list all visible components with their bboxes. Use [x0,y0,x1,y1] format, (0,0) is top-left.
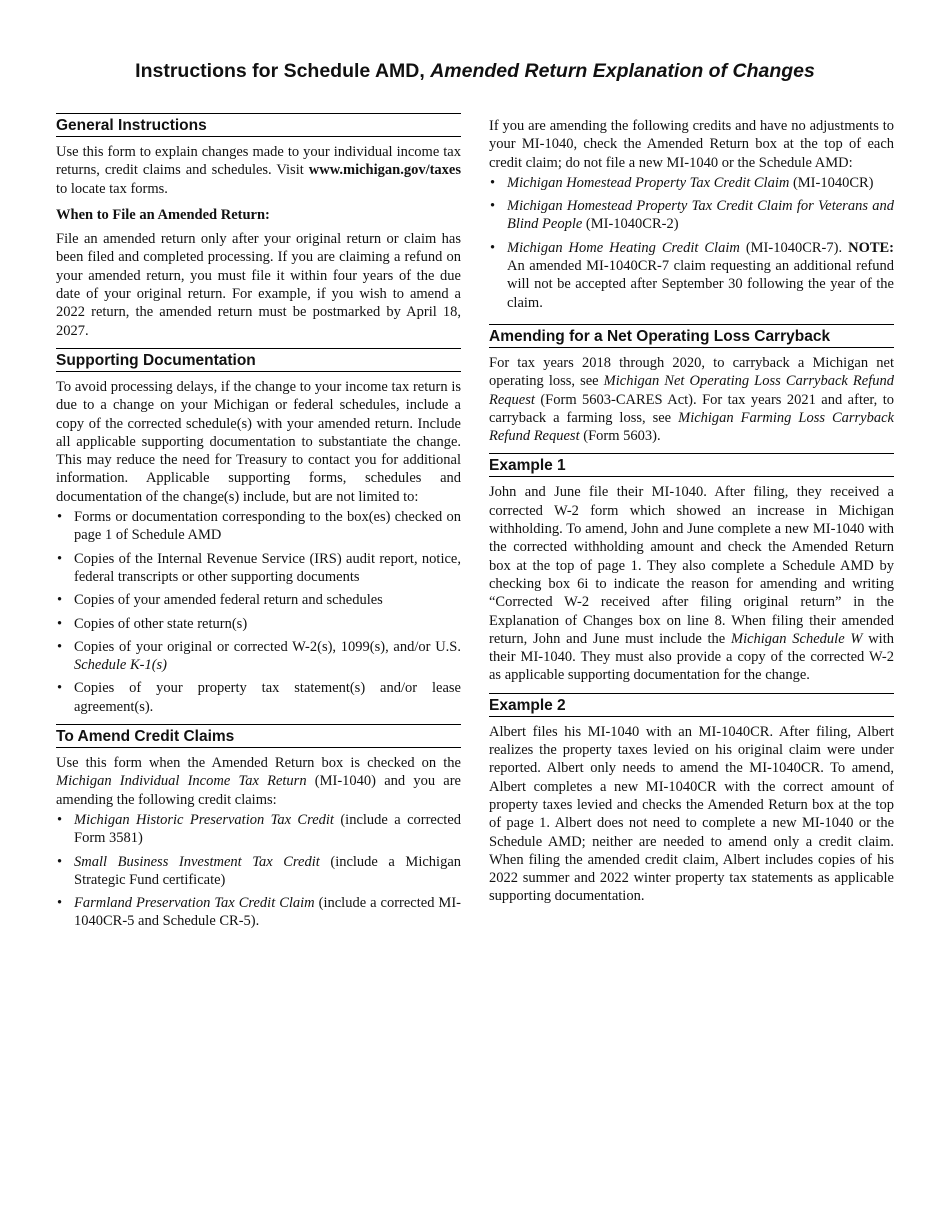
amend-credit-paragraph: Use this form when the Amended Return box is checked on the Michigan Individual Income Tax Return (MI-1040) and you are amending the following credit claims: [56,755,461,808]
list-item: • Michigan Homestead Property Tax Credit Claim for Veterans and Blind People (MI-1040CR-2) [489,197,894,234]
list-item: • Michigan Historic Preservation Tax Credit (include a corrected Form 3581) [56,811,461,848]
list-item: • Copies of your amended federal return and schedules [56,591,461,609]
nol-paragraph: For tax years 2018 through 2020, to carryback a Michigan net operating loss, see Michigan Net Operating Loss Carryback Refund Request (Form 5603-CARES Act). For tax years 2021 and after, to carryback a farming loss, see Michigan Farming Loss Carryback Refund Request (Form 5603). [489,354,894,445]
supporting-documentation-heading: Supporting Documentation [56,348,461,372]
list-item: • Michigan Home Heating Credit Claim (MI-1040CR-7). NOTE: An amended MI-1040CR-7 claim requesting an additional refund will not be accepted after September 30 following the year of the claim. [489,239,894,312]
list-item: • Copies of the Internal Revenue Service (IRS) audit report, notice, federal transcripts or other supporting documents [56,550,461,587]
nol-carryback-heading: Amending for a Net Operating Loss Carryback [489,324,894,348]
title-main: Instructions for Schedule AMD, [135,60,425,82]
list-item: • Copies of other state return(s) [56,615,461,633]
note-label: NOTE: [848,239,895,256]
credits-list [489,174,894,312]
list-item: • Michigan Homestead Property Tax Credit Claim (MI-1040CR) [489,174,894,192]
left-column [56,113,461,939]
list-item: • Forms or documentation corresponding to the box(es) checked on page 1 of Schedule AMD [56,508,461,545]
amend-credit-claims-heading: To Amend Credit Claims [56,724,461,748]
credits-intro-paragraph: If you are amending the following credits and have no adjustments to your MI-1040, check the Amended Return box at the top of each credit claim; do not file a new MI-1040 or the Schedule AMD: [489,118,894,171]
list-item: • Copies of your property tax statement(s) and/or lease agreement(s). [56,679,461,716]
when-to-file-paragraph: File an amended return only after your original return or claim has been filed and completed processing. If you are claiming a refund on your amended return, you must file it within four years of the due date of your original return. For example, if you wish to amend a 2022 return, the amended return must be postmarked by April 18, 2027. [56,231,461,339]
michigan-taxes-link[interactable]: www.michigan.gov/taxes [308,162,461,179]
example-1-paragraph: John and June file their MI-1040. After filing, they received a corrected W-2 form which showed an increase in Michigan withholding. To amend, John and June complete a new MI-1040 with the corrected withholding amount and check the Amended Return box at the top of page 1. They also complete a Schedule AMD by checking box 6i to indicate the reason for amending and writing “Corrected W-2 received after filing original return” in the Explanation of Changes box on line 8. When filing their amended return, John and June must include the Michigan Schedule W with their MI-1040. They must also provide a copy of the corrected W-2 as applicable supporting documentation for the change. [489,484,894,684]
title-italic: Amended Return Explanation of Changes [430,60,815,82]
example-2-paragraph: Albert files his MI-1040 with an MI-1040CR. After filing, Albert realizes the property taxes levied on his original claim were under reported. Albert only needs to amend the MI-1040CR. To amend, Albert completes a new MI-1040CR with the correct amount of property taxes levied and checks the Amended Return box at the top of page 1. Albert does not need to complete a new MI-1040 or the Schedule AMD; neither are needed to amend only a credit claim. When filing the amended credit claim, Albert includes copies of his 2022 summer and 2022 winter property tax statements as applicable supporting documentation. [489,723,894,905]
list-item: • Small Business Investment Tax Credit (include a Michigan Strategic Fund certificate) [56,853,461,890]
when-to-file-heading: When to File an Amended Return: [56,206,270,223]
general-paragraph: Use this form to explain changes made to your individual income tax returns, credit claims and schedules. Visit www.michigan.gov/taxes to locate tax forms. [56,144,461,197]
example-1-heading: Example 1 [489,453,894,477]
list-item: • Copies of your original or corrected W-2(s), 1099(s), and/or U.S. Schedule K-1(s) [56,638,461,675]
example-2-heading: Example 2 [489,693,894,717]
supporting-paragraph: To avoid processing delays, if the change to your income tax return is due to a change on your Michigan or federal schedules, include a copy of the corrected schedule(s) with your amended return. Include all applicable supporting documentation to substantiate the change. This may reduce the need for Treasury to contact you for additional information. Applicable supporting forms, schedules and documentation of the change(s) include, but are not limited to: [56,378,461,505]
page-title [0,60,950,83]
general-instructions-heading: General Instructions [56,113,461,137]
supporting-list [56,508,461,716]
credit-claims-list [56,811,461,931]
list-item: • Farmland Preservation Tax Credit Claim (include a corrected MI-1040CR-5 and Schedule CR-5). [56,894,461,931]
right-column [489,113,894,914]
